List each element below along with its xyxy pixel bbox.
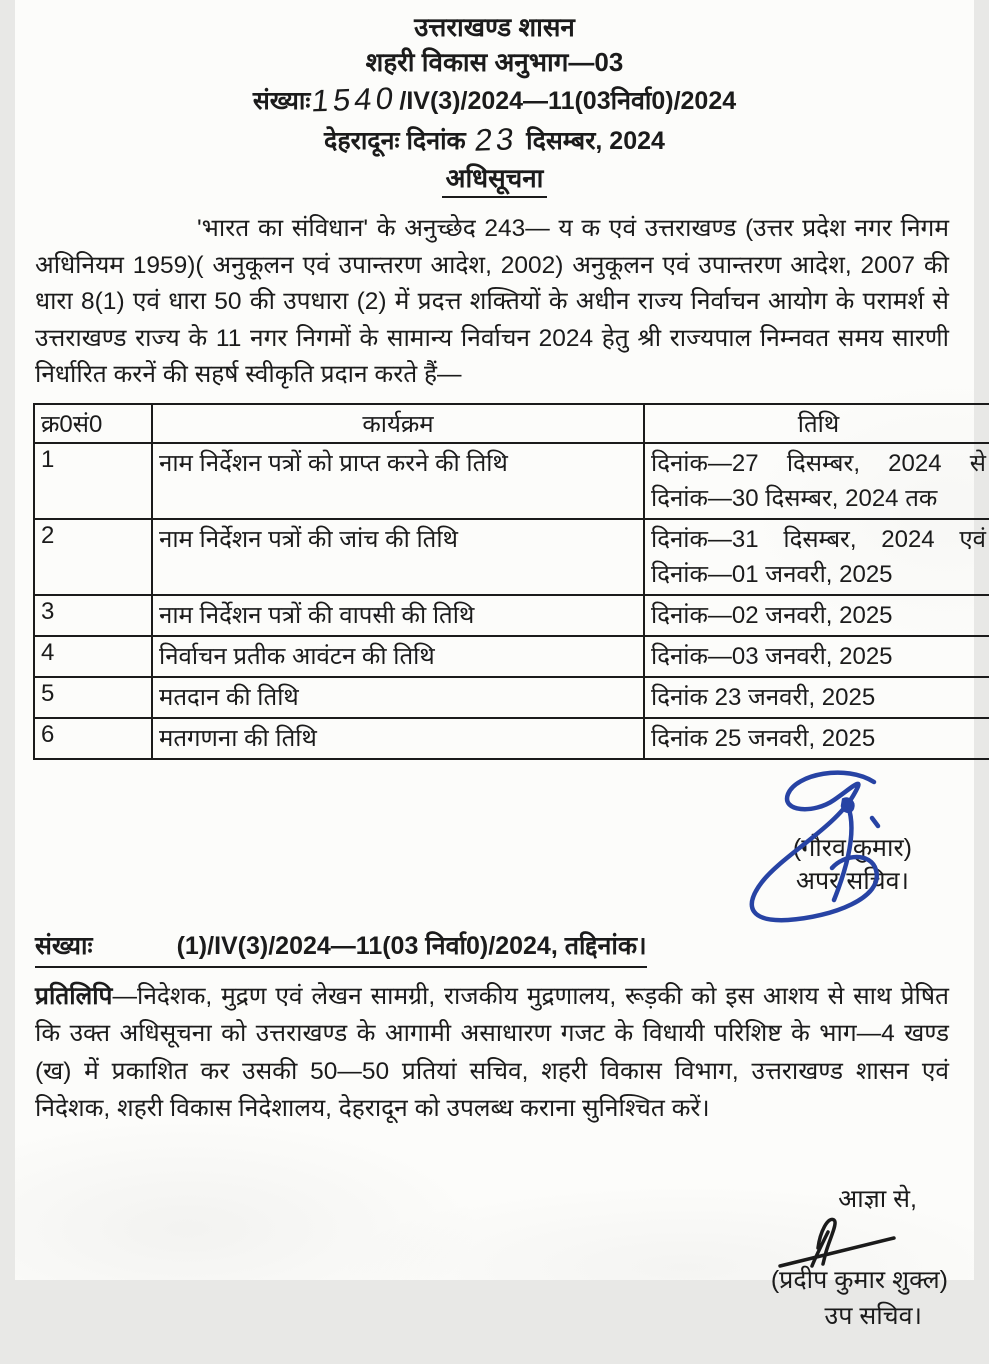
cell-date: दिनांक—31 दिसम्बर, 2024 एवं दिनांक—01 जनवरी, 2025 [644, 519, 989, 595]
preamble-paragraph: 'भारत का संविधान' के अनुच्छेद 243— य क एवं उत्तराखण्ड (उत्तर प्रदेश नगर निगम अधिनियम 1959)( अनुकूलन एवं उपान्तरण आदेश, 2002) अनुकूलन एवं उपान्तरण आदेश, 2007 की धारा 8(1) एवं धारा 50 की उपधारा (2) में प्रदत्त शक्तियों के अधीन राज्य निर्वाचन आयोग के परामर्श से उत्तराखण्ड राज्य के 11 नगर निगमों के सामान्य निर्वाचन 2024 हेतु श्री राज्यपाल निम्नवत समय सारणी निर्धारित करनें की सहर्ष स्वीकृति प्रदान करते हैं— [35, 215, 949, 388]
copy-to-label: प्रतिलिपि [35, 982, 113, 1010]
cell-program: मतदान की तिथि [152, 677, 644, 718]
place-date-prefix: देहरादूनः दिनांक [324, 127, 466, 155]
signatory-designation: उप सचिव। [824, 1301, 922, 1330]
scanned-notification-document [15, 0, 986, 1330]
copy-to-text: —निदेशक, मुद्रण एवं लेखन सामग्री, राजकीय मुद्रणालय, रूड़की को इस आशय से साथ प्रेषित कि उक्त अधिसूचना को उत्तराखण्ड के आगामी असाधारण गजट के विधायी परिशिष्ट के भाग—4 खण्ड (ख) में प्रकाशित कर उसकी 50—50 प्रतियां सचिव, शहरी विकास विभाग, उत्तराखण्ड शासन एवं निदेशक, शहरी विकास निदेशालय, देहरादून को उपलब्ध कराना सुनिश्चित करें। [35, 982, 949, 1122]
election-schedule-table [33, 403, 989, 760]
cell-serial: 2 [34, 519, 152, 595]
table-row [34, 595, 989, 636]
cell-program: निर्वाचन प्रतीक आवंटन की तिथि [152, 636, 644, 677]
signature-block-deputy-secretary [15, 1184, 974, 1364]
signature-block-additional-secretary [15, 766, 974, 916]
handwritten-date: 23 [472, 121, 520, 158]
cell-serial: 3 [34, 595, 152, 636]
cell-program: नाम निर्देशन पत्रों को प्राप्त करने की तिथि [152, 443, 644, 519]
signature-ink-black-icon [766, 1208, 906, 1272]
table-row [34, 718, 989, 759]
table-row [34, 677, 989, 718]
reference-number-line [35, 928, 949, 968]
cell-serial: 6 [34, 718, 152, 759]
signatory-name: (प्रदीप कुमार शुक्ल) [770, 1265, 948, 1294]
letter-number-label: संख्याः [252, 87, 311, 115]
document-header [15, 0, 974, 198]
signatory-name: (गौरव कुमार) [792, 833, 912, 862]
signatory-text [793, 832, 912, 898]
reference-label: संख्याः [35, 931, 93, 960]
column-header-serial: क्र0सं0 [34, 404, 152, 443]
place-date-suffix: दिसम्बर, 2024 [526, 127, 665, 155]
handwritten-letter-number: 1540 [310, 80, 400, 119]
cell-program: नाम निर्देशन पत्रों की जांच की तिथि [152, 519, 644, 595]
department-section: शहरी विकास अनुभाग—03 [365, 47, 624, 77]
cell-serial: 4 [34, 636, 152, 677]
cell-program: नाम निर्देशन पत्रों की वापसी की तिथि [152, 595, 644, 636]
cell-program: मतगणना की तिथि [152, 718, 644, 759]
column-header-program: कार्यक्रम [152, 404, 644, 443]
reference-value: (1)/IV(3)/2024—11(03 निर्वा0)/2024, तद्दिनांक। [176, 931, 647, 960]
endorsement-paragraph [35, 978, 949, 1128]
letter-number-line [15, 80, 974, 120]
table-row [34, 519, 989, 595]
cell-serial: 5 [34, 677, 152, 718]
letter-number-rest: /IV(3)/2024—11(03निर्वा0)/2024 [399, 87, 737, 115]
column-header-date: तिथि [644, 404, 989, 443]
cell-date: दिनांक—02 जनवरी, 2025 [644, 595, 989, 636]
cell-date: दिनांक—27 दिसम्बर, 2024 से दिनांक—30 दिसम्बर, 2024 तक [644, 443, 989, 519]
place-date-line [15, 120, 974, 160]
table-header-row [34, 404, 989, 443]
cell-date: दिनांक—03 जनवरी, 2025 [644, 636, 989, 677]
signatory-designation: अपर सचिव। [795, 866, 909, 895]
cell-date: दिनांक 23 जनवरी, 2025 [644, 677, 989, 718]
government-name: उत्तराखण्ड शासन [414, 12, 575, 42]
table-row [34, 443, 989, 519]
cell-date: दिनांक 25 जनवरी, 2025 [644, 718, 989, 759]
notification-title: अधिसूचना [442, 163, 548, 198]
by-order-text: आज्ञा से, [838, 1184, 917, 1213]
table-row [34, 636, 989, 677]
cell-serial: 1 [34, 443, 152, 519]
